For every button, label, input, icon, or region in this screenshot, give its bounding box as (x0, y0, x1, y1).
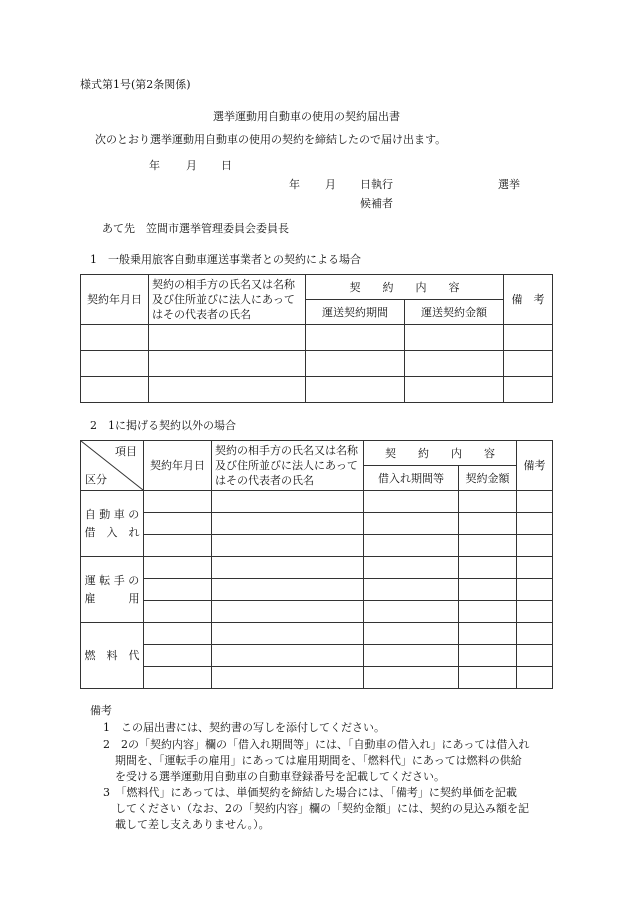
s2-group-label: 借 入 れ (84, 525, 140, 539)
s2-cell[interactable] (364, 535, 459, 557)
s2-cell[interactable] (459, 645, 517, 667)
s2-cell[interactable] (517, 623, 553, 645)
s2-cell[interactable] (144, 645, 212, 667)
s2-cell[interactable] (364, 601, 459, 623)
s2-header-contract: 契 約 内 容 (364, 441, 517, 466)
note-line: 載して差し支えありません。）。 (115, 818, 270, 831)
s2-group-fuel (81, 623, 144, 689)
s2-cell[interactable] (212, 667, 364, 689)
s2-cell[interactable] (517, 513, 553, 535)
table-row (81, 513, 553, 535)
s2-cell[interactable] (212, 645, 364, 667)
s1-cell[interactable] (81, 377, 149, 403)
s2-header-amount: 契約金額 (459, 466, 517, 491)
s1-cell[interactable] (306, 325, 405, 351)
s2-cell[interactable] (517, 579, 553, 601)
s2-cell[interactable] (144, 601, 212, 623)
s1-cell[interactable] (504, 325, 553, 351)
intro-text: 次のとおり選挙運動用自動車の使用の契約を締結したので届け出ます。 (95, 133, 447, 146)
s2-cell[interactable] (364, 513, 459, 535)
s2-cell[interactable] (212, 623, 364, 645)
notes-heading: 備考 (90, 704, 112, 717)
s2-header-item-category (81, 441, 144, 491)
s2-cell[interactable] (459, 557, 517, 579)
s2-group-label: 燃 料 代 (84, 649, 140, 662)
s1-cell[interactable] (504, 351, 553, 377)
s2-group-driver-employment (81, 557, 144, 623)
s2-cell[interactable] (144, 557, 212, 579)
s2-cell[interactable] (517, 557, 553, 579)
s2-cell[interactable] (364, 491, 459, 513)
s2-cell[interactable] (144, 513, 212, 535)
s2-cell[interactable] (517, 491, 553, 513)
section2-table (80, 440, 553, 689)
s1-header-contract: 契 約 内 容 (306, 275, 504, 300)
date-day: 日 (221, 159, 232, 172)
form-number: 様式第1号(第2条関係) (80, 78, 191, 91)
section1-heading: 1 一般乗用旅客自動車運送事業者との契約による場合 (90, 253, 361, 266)
table-row (81, 351, 553, 377)
s2-cell[interactable] (517, 601, 553, 623)
election-label: 選挙 (498, 178, 520, 191)
s1-cell[interactable] (81, 351, 149, 377)
s2-cell[interactable] (364, 579, 459, 601)
note-line: 1 この届出書には、契約書の写しを添付してください。 (103, 721, 385, 734)
table-row (81, 491, 553, 513)
s2-cell[interactable] (144, 667, 212, 689)
s1-header-remarks: 備 考 (504, 275, 553, 325)
s1-cell[interactable] (149, 351, 306, 377)
s2-header-party: 契約の相手方の氏名又は名称及び住所並びに法人にあってはその代表者の氏名 (212, 441, 364, 491)
addressee: あて先 笠間市選挙管理委員会委員長 (102, 222, 289, 235)
s1-cell[interactable] (81, 325, 149, 351)
s1-cell[interactable] (504, 377, 553, 403)
s2-header-category: 区分 (85, 473, 107, 486)
table-row (81, 579, 553, 601)
s2-cell[interactable] (144, 535, 212, 557)
s2-cell[interactable] (459, 513, 517, 535)
table-row (81, 557, 553, 579)
s2-cell[interactable] (459, 601, 517, 623)
date-month: 月 (186, 159, 197, 172)
candidate-label: 候補者 (360, 197, 393, 210)
s2-cell[interactable] (144, 491, 212, 513)
s2-cell[interactable] (212, 557, 364, 579)
table-row (81, 325, 553, 351)
s1-header-amount: 運送契約金額 (405, 300, 504, 325)
s2-cell[interactable] (212, 491, 364, 513)
s1-cell[interactable] (306, 377, 405, 403)
s2-cell[interactable] (364, 645, 459, 667)
s2-cell[interactable] (212, 535, 364, 557)
s1-cell[interactable] (149, 325, 306, 351)
s2-cell[interactable] (459, 491, 517, 513)
s2-cell[interactable] (517, 535, 553, 557)
s1-cell[interactable] (405, 377, 504, 403)
section1-table (80, 274, 553, 403)
s1-cell[interactable] (405, 351, 504, 377)
s2-header-remarks: 備考 (517, 441, 553, 491)
s2-cell[interactable] (517, 667, 553, 689)
note-line: 期間を、「運転手の雇用」にあっては雇用期間を、「燃料代」にあっては燃料の供給 (115, 754, 522, 767)
table-row (81, 667, 553, 689)
date-year: 年 (149, 159, 160, 172)
note-line: してください（なお、2の「契約内容」欄の「契約金額」には、契約の見込み額を記 (115, 802, 529, 815)
table-row (81, 645, 553, 667)
s2-cell[interactable] (459, 579, 517, 601)
s1-cell[interactable] (306, 351, 405, 377)
s1-cell[interactable] (405, 325, 504, 351)
table-row (81, 535, 553, 557)
s2-cell[interactable] (212, 579, 364, 601)
s2-cell[interactable] (144, 579, 212, 601)
s2-header-period: 借入れ期間等 (364, 466, 459, 491)
s2-cell[interactable] (459, 535, 517, 557)
election-month: 月 (325, 178, 336, 191)
s2-cell[interactable] (364, 557, 459, 579)
note-line: を受ける選挙運動用自動車の自動車登録番号を記載してください。 (115, 770, 445, 783)
s2-cell[interactable] (517, 645, 553, 667)
table-row (81, 601, 553, 623)
s2-cell[interactable] (212, 601, 364, 623)
note-line: 2 2の「契約内容」欄の「借入れ期間等」には、「自動車の借入れ」にあっては借入れ (103, 738, 530, 751)
section2-heading: 2 1に掲げる契約以外の場合 (90, 419, 236, 432)
s1-cell[interactable] (149, 377, 306, 403)
s2-cell[interactable] (364, 623, 459, 645)
s2-group-car-rental (81, 491, 144, 557)
s1-header-date: 契約年月日 (81, 275, 149, 325)
s2-cell[interactable] (364, 667, 459, 689)
table-row (81, 623, 553, 645)
note-line: 3 「燃料代」にあっては、単価契約を締結した場合には、「備考」に契約単価を記載 (103, 786, 517, 799)
s1-header-period: 運送契約期間 (306, 300, 405, 325)
s2-group-label: 雇 用 (84, 591, 140, 605)
s2-header-date: 契約年月日 (144, 441, 212, 491)
s2-cell[interactable] (459, 623, 517, 645)
form-title: 選挙運動用自動車の使用の契約届出書 (213, 110, 400, 123)
table-row (81, 377, 553, 403)
s2-cell[interactable] (212, 513, 364, 535)
s2-group-label: 運 転 手 の (84, 573, 140, 587)
s2-group-label: 自 動 車 の (84, 507, 140, 521)
s1-header-party: 契約の相手方の氏名又は名称及び住所並びに法人にあってはその代表者の氏名 (149, 275, 306, 325)
s2-cell[interactable] (459, 667, 517, 689)
s2-header-item: 項目 (115, 445, 137, 458)
election-year: 年 (289, 178, 300, 191)
election-day-exec: 日執行 (360, 178, 393, 191)
s2-cell[interactable] (144, 623, 212, 645)
